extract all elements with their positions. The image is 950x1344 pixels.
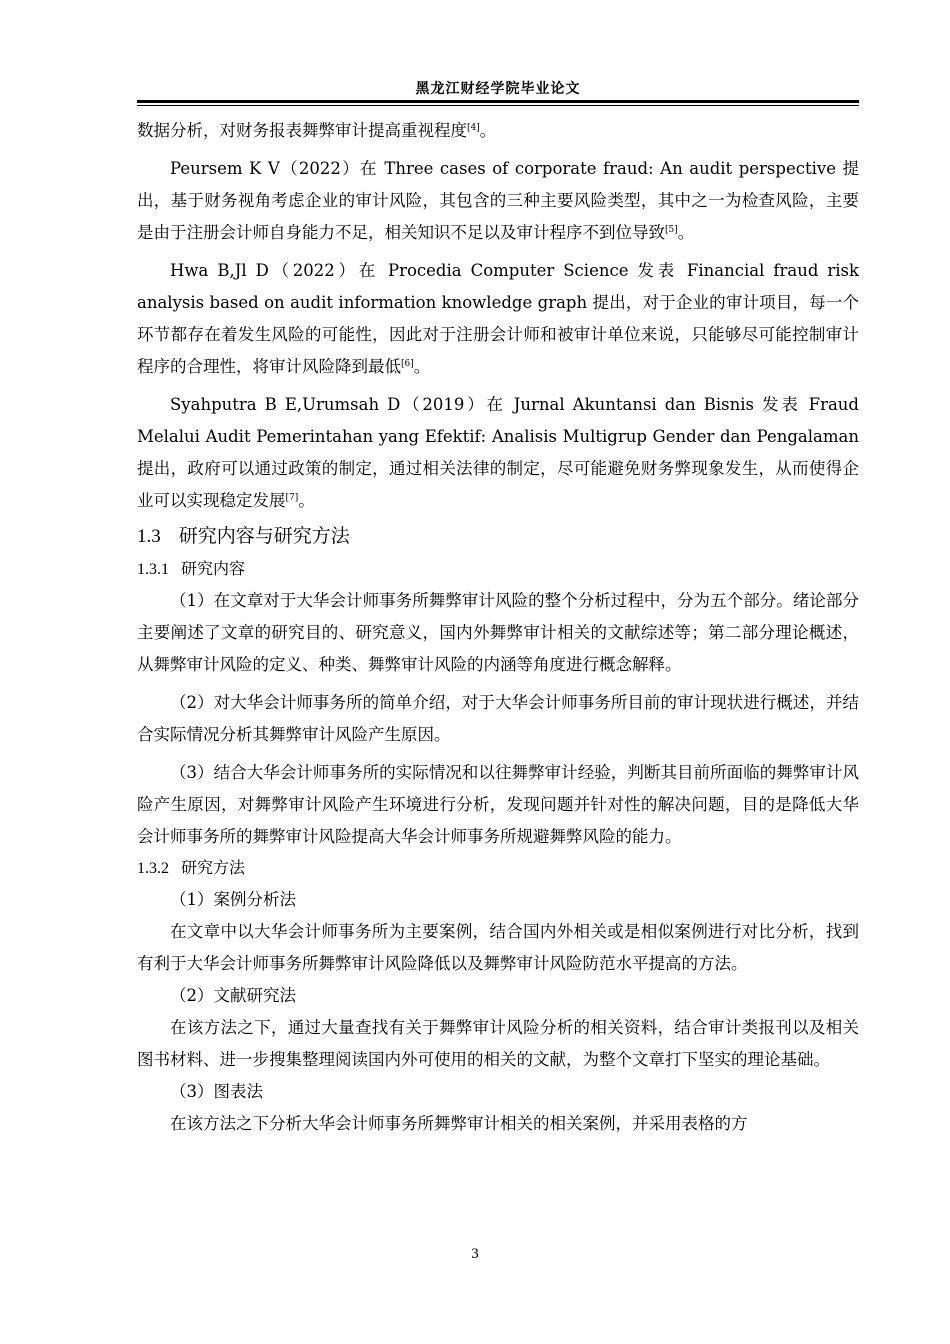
content-item-3: （3）结合大华会计师事务所的实际情况和以往舞弊审计经验，判断其目前所面临的舞弊审计风险产生原因，对舞弊审计风险产生环境进行分析，发现问题并针对性的解决问题，目的是降低大华会计师事务所的舞弊审计风险提高大华会计师事务所规避舞弊风险的能力。: [137, 763, 859, 846]
citation-ref: [5]: [665, 225, 678, 235]
header-rule-thick: [137, 100, 859, 103]
content-item-2: （2）对大华会计师事务所的简单介绍，对于大华会计师事务所目前的审计现状进行概述，并结合实际情况分析其舞弊审计风险产生原因。: [137, 693, 859, 744]
section-heading-1-3: 1.3 研究内容与研究方法: [137, 525, 350, 547]
page-body: [137, 115, 859, 1140]
method-heading-case: （1）案例分析法: [170, 890, 296, 909]
running-header: 黑龙江财经学院毕业论文: [415, 81, 581, 97]
method-body-case: 在文章中以大华会计师事务所为主要案例，结合国内外相关或是相似案例进行对比分析，找到有利于大华会计师事务所舞弊审计风险降低以及舞弊审计风险防范水平提高的方法。: [137, 922, 859, 973]
paragraph-peursem: Peursem K V（2022）在 Three cases of corporate fraud: An audit perspective 提出，基于财务视角考虑企业的审计风险，其包含的三种主要风险类型，其中之一为检查风险，主要是由于注册会计师自身能力不足，相关知识不足以及审计程序不到位导致[5]。: [137, 159, 859, 242]
method-body-literature: 在该方法之下，通过大量查找有关于舞弊审计风险分析的相关资料，结合审计类报刊以及相关图书材料、进一步搜集整理阅读国内外可使用的相关的文献，为整个文章打下坚实的理论基础。: [137, 1018, 859, 1069]
section-heading-1-3-1: 1.3.1 研究内容: [137, 559, 246, 578]
section-heading-1-3-2: 1.3.2 研究方法: [137, 858, 246, 877]
paragraph-syahputra: Syahputra B E,Urumsah D（2019）在 Jurnal Akuntansi dan Bisnis 发表 Fraud Melalui Audit Pemerintahan yang Efektif: Analisis Multigrup Gender dan Pengalaman 提出，政府可以通过政策的制定，通过相关法律的制定，尽可能避免财务弊现象发生，从而使得企业可以实现稳定发展[7]。: [137, 395, 859, 510]
method-heading-literature: （2）文献研究法: [170, 986, 296, 1005]
paragraph-hwa: Hwa B,Jl D（2022）在 Procedia Computer Science 发表 Financial fraud risk analysis based on audit information knowledge graph 提出，对于企业的审计项目，每一个环节都存在着发生风险的可能性，因此对于注册会计师和被审计单位来说，只能够尽可能控制审计程序的合理性，将审计风险降到最低[6]。: [137, 261, 859, 376]
paragraph-continuation: 数据分析，对财务报表舞弊审计提高重视程度[4]。: [137, 121, 497, 140]
citation-ref: [7]: [285, 493, 299, 503]
page-number: 3: [471, 1246, 479, 1262]
method-heading-chart: （3）图表法: [170, 1082, 263, 1101]
citation-ref: [6]: [401, 359, 414, 369]
citation-ref: [4]: [467, 123, 480, 133]
header-rule-thin: [137, 105, 859, 106]
content-item-1: （1）在文章对于大华会计师事务所舞弊审计风险的整个分析过程中，分为五个部分。绪论部分主要阐述了文章的研究目的、研究意义，国内外舞弊审计相关的文献综述等；第二部分理论概述，从舞弊审计风险的定义、种类、舞弊审计风险的内涵等角度进行概念解释。: [137, 591, 859, 674]
method-body-chart: 在该方法之下分析大华会计师事务所舞弊审计相关的相关案例，并采用表格的方: [170, 1114, 748, 1133]
